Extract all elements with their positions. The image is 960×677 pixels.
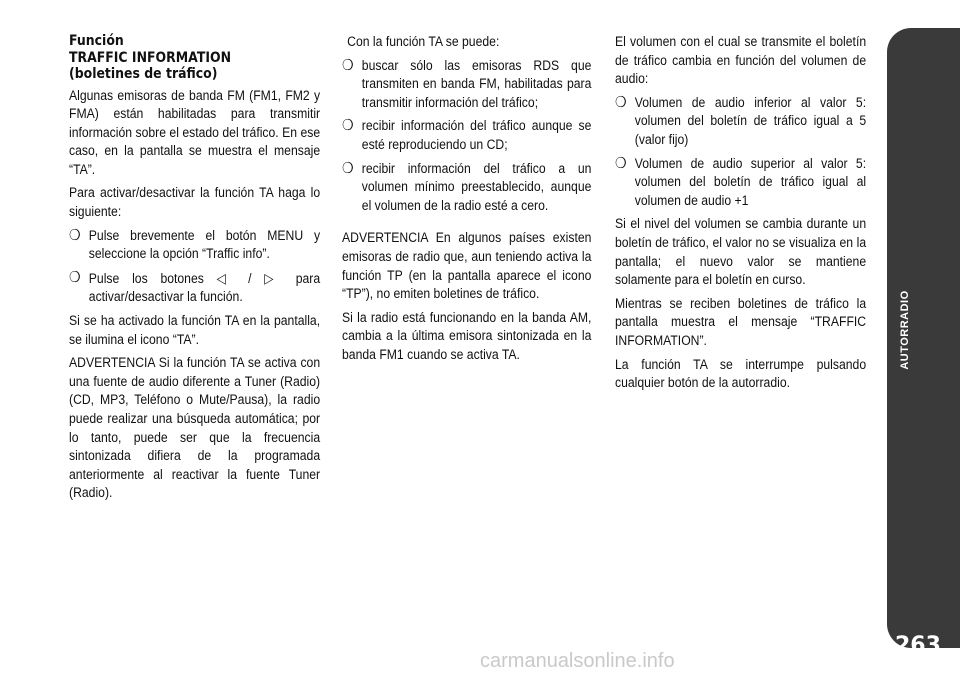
bullet-icon: ❍ <box>342 117 354 135</box>
list-item-text: Pulse brevemente el botón MENU y seleccione la opción “Traffic info”. <box>88 227 321 263</box>
list-item-text: recibir información del tráfico aunque se esté reproduciendo un CD; <box>361 118 592 153</box>
triangle-left-icon: ◁ <box>216 269 236 286</box>
paragraph: Si el nivel del volumen se cambia durante un boletín de tráfico, el valor no se visualiza en la pantalla; el nuevo valor se mantiene solamente para el boletín en curso. <box>615 216 867 289</box>
list-item <box>69 227 320 264</box>
list-item-text: Volumen de audio superior al valor 5: volumen del boletín de tráfico igual al volumen de audio +1 <box>634 155 867 209</box>
section-title <box>69 33 320 83</box>
paragraph: El volumen con el cual se transmite el boletín de tráfico cambia en función del volumen de audio: <box>615 34 867 88</box>
bullet-list <box>615 94 866 211</box>
list-item <box>342 160 591 216</box>
title-line-2: TRAFFIC INFORMATION <box>69 49 232 66</box>
list-item <box>342 117 591 154</box>
paragraph: Algunas emisoras de banda FM (FM1, FM2 y FMA) están habilitadas para transmitir información sobre el estado del tráfico. En ese caso, en la pantalla se muestra el mensaje “TA”. <box>69 87 321 178</box>
list-item <box>342 57 591 113</box>
bullet-list <box>69 227 320 307</box>
list-item-text: recibir información del tráfico a un volumen mínimo preestablecido, aunque el volumen de la radio esté a cero. <box>361 160 592 214</box>
bullet-icon: ❍ <box>342 159 354 177</box>
list-item-text: Volumen de audio inferior al valor 5: volumen del boletín de tráfico igual a 5 (valor fijo) <box>634 94 867 148</box>
list-item <box>615 155 866 211</box>
bullet-icon: ❍ <box>69 268 81 286</box>
title-line-3: (boletines de tráfico) <box>69 66 218 82</box>
bullet-icon: ❍ <box>615 93 627 111</box>
paragraph: Si la radio está funcionando en la banda AM, cambia a la última emisora sintonizada en la banda FM1 cuando se activa TA. <box>342 309 592 363</box>
paragraph: La función TA se interrumpe pulsando cualquier botón de la autorradio. <box>615 356 867 392</box>
side-tab <box>887 28 960 648</box>
list-item <box>615 94 866 150</box>
warning-paragraph: ADVERTENCIA En algunos países existen emisoras de radio que, aun teniendo activa la función TP (en la pantalla aparece el icono “TP”), no emiten boletines de tráfico. <box>342 230 592 303</box>
page-number: 263 <box>895 633 941 658</box>
bullet-icon: ❍ <box>342 56 354 74</box>
paragraph: Mientras se reciben boletines de tráfico la pantalla muestra el mensaje “TRAFFIC INFORMATION”. <box>615 295 867 349</box>
paragraph: Para activar/desactivar la función TA haga lo siguiente: <box>69 185 321 221</box>
paragraph: Con la función TA se puede: <box>347 34 500 50</box>
triangle-right-icon: ▷ <box>264 269 283 286</box>
warning-paragraph: ADVERTENCIA Si la función TA se activa con una fuente de audio diferente a Tuner (Radio) (CD, MP3, Teléfono o Mute/Pausa), la radio puede realizar una búsqueda automática; por lo tanto, puede ser que la frecuencia sintonizada difiera de la programada anteriormente al reactivar la fuente Tuner (Radio). <box>69 355 321 502</box>
list-item-text-post: para activar/desactivar la función. <box>88 270 321 306</box>
bullet-icon: ❍ <box>615 154 627 172</box>
list-item-text: buscar sólo las emisoras RDS que transmiten en banda FM, habilitadas para transmitir información del tráfico; <box>361 57 592 111</box>
column-3 <box>615 33 866 398</box>
column-2 <box>342 33 591 370</box>
paragraph: Si se ha activado la función TA en la pantalla, se ilumina el icono “TA”. <box>69 313 321 348</box>
title-line-1: Función <box>69 33 124 49</box>
bullet-list <box>342 57 591 216</box>
list-item <box>69 269 320 307</box>
side-tab-label: AUTORRADIO <box>899 290 911 370</box>
list-item-text-pre: Pulse los botones <box>88 270 204 287</box>
column-1 <box>69 33 320 508</box>
bullet-icon: ❍ <box>69 226 81 244</box>
separator: / <box>248 270 252 287</box>
watermark: carmanualsonline.info <box>480 650 675 672</box>
